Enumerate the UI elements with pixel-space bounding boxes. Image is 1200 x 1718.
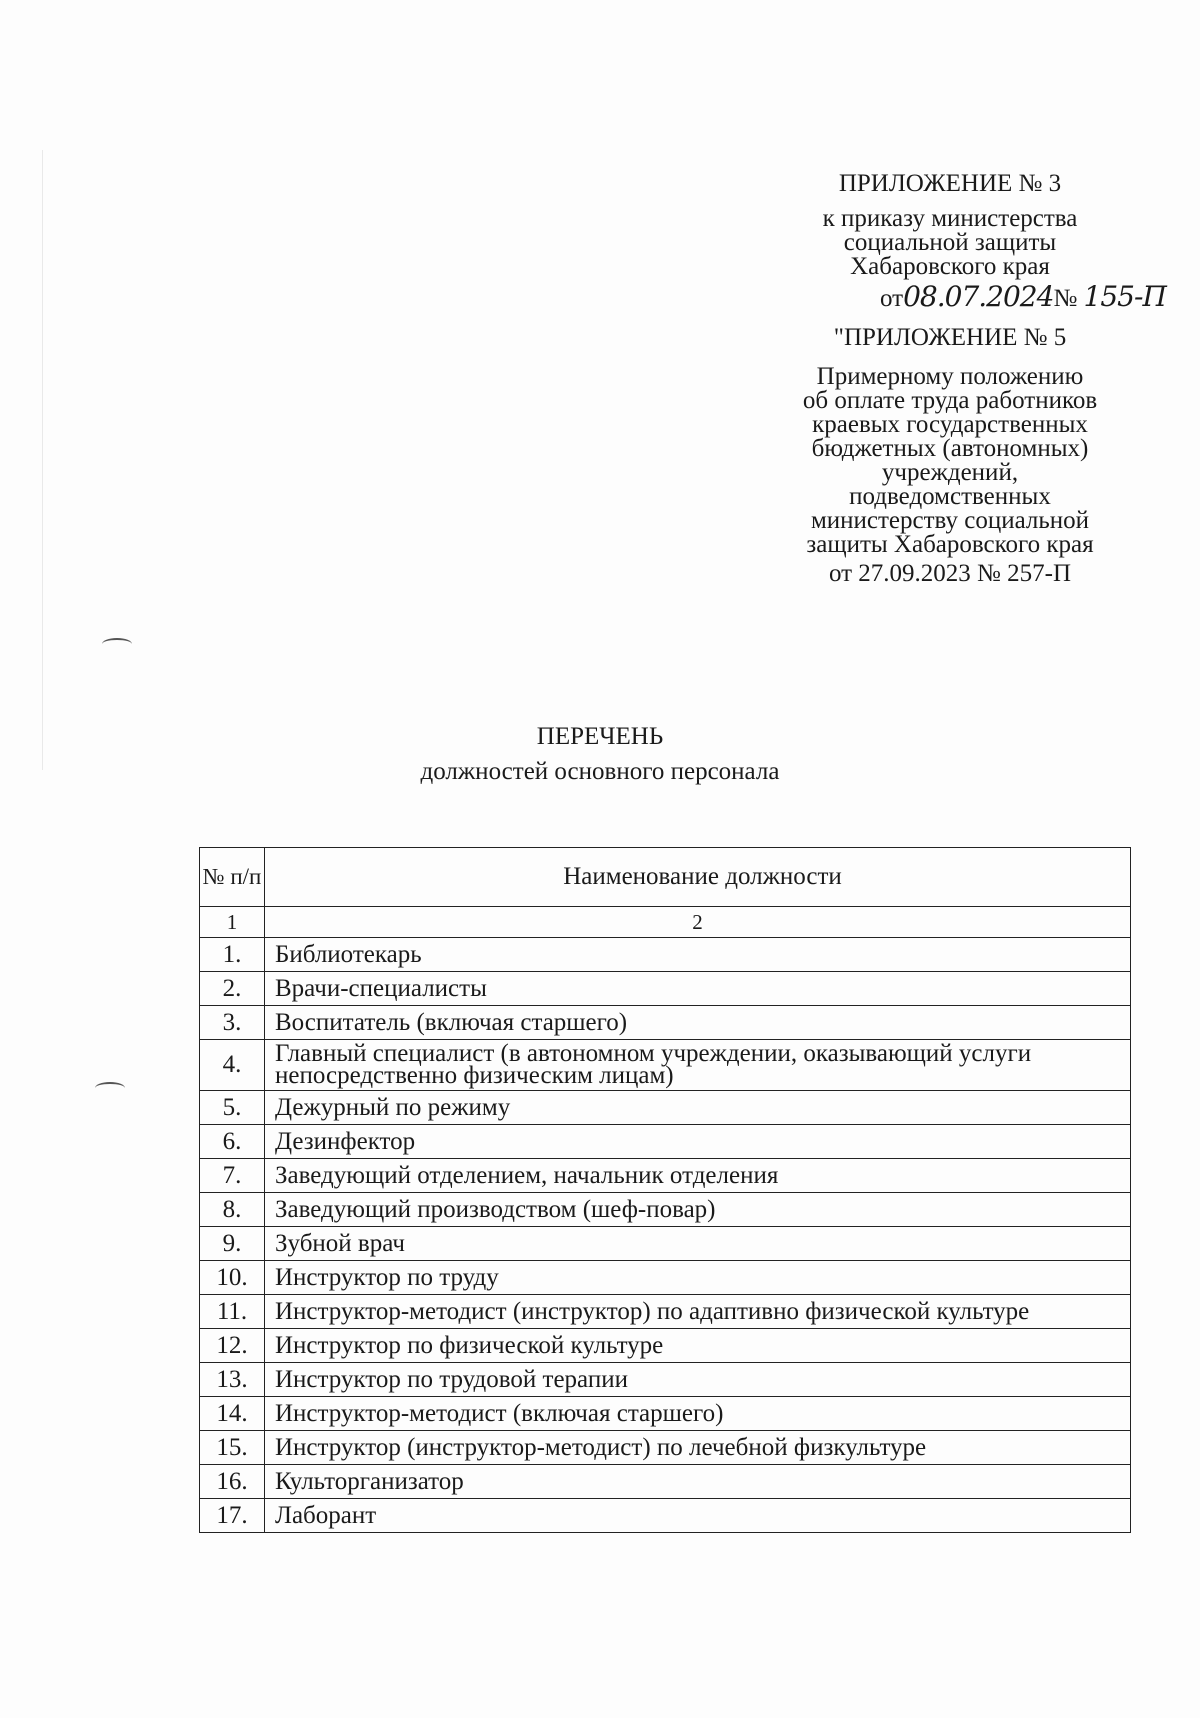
table-row	[200, 1040, 1131, 1091]
order-line: Хабаровского края	[850, 253, 1050, 280]
table-row	[200, 1227, 1131, 1261]
table-row	[200, 1125, 1131, 1159]
regulation-line: Примерному положению	[816, 363, 1084, 390]
scan-artifact-mark	[95, 1082, 125, 1094]
row-position	[265, 938, 1131, 972]
row-number: 10.	[200, 1261, 265, 1295]
table-row	[200, 1295, 1131, 1329]
header-number: № п/п	[200, 848, 265, 907]
order-line: социальной защиты	[843, 229, 1057, 256]
scan-artifact-line	[42, 150, 43, 770]
row-number: 12.	[200, 1329, 265, 1363]
table-header-row	[200, 848, 1131, 907]
regulation-line: подведомственных	[849, 483, 1051, 510]
row-number: 16.	[200, 1465, 265, 1499]
table-row	[200, 1465, 1131, 1499]
regulation-line: об оплате труда работников	[802, 387, 1098, 414]
row-position-text: Главный специалист (в автономном учреждении, оказывающий услуги непосредственно физическим лицам)	[275, 1040, 1032, 1089]
positions-table	[199, 847, 1131, 1533]
row-position	[265, 1091, 1131, 1125]
row-number: 17.	[200, 1499, 265, 1533]
order-line: к приказу министерства	[822, 205, 1078, 232]
table-row	[200, 1193, 1131, 1227]
row-position-text: Заведующий производством (шеф-повар)	[275, 1195, 716, 1223]
row-position	[265, 1125, 1131, 1159]
table-row	[200, 1006, 1131, 1040]
row-position	[265, 972, 1131, 1006]
row-position	[265, 1431, 1131, 1465]
row-position	[265, 1159, 1131, 1193]
order-date-line	[880, 280, 1166, 313]
row-number: 3.	[200, 1006, 265, 1040]
row-number: 11.	[200, 1295, 265, 1329]
scan-artifact-mark	[102, 638, 132, 650]
row-position-text: Дежурный по режиму	[275, 1093, 511, 1121]
regulation-line: бюджетных (автономных)	[811, 435, 1089, 462]
table-row	[200, 1091, 1131, 1125]
column-index-number: 1	[200, 907, 265, 938]
regulation-line: краевых государственных	[812, 411, 1088, 438]
row-position-text: Инструктор по труду	[275, 1263, 499, 1291]
column-index-name: 2	[265, 907, 1131, 938]
row-number: 4.	[200, 1040, 265, 1091]
appendix5-title-text: "ПРИЛОЖЕНИЕ № 5	[833, 324, 1067, 351]
regulation-reference	[780, 365, 1120, 557]
table-row	[200, 972, 1131, 1006]
decree-text: от 27.09.2023 № 257-П	[828, 560, 1072, 587]
table-row	[200, 938, 1131, 972]
row-position-text: Воспитатель (включая старшего)	[275, 1008, 628, 1036]
appendix-title	[780, 172, 1120, 196]
row-position-text: Инструктор по физической культуре	[275, 1331, 664, 1359]
table-row	[200, 1261, 1131, 1295]
row-position-text: Культорганизатор	[275, 1467, 464, 1495]
row-position	[265, 1499, 1131, 1533]
table-row	[200, 1397, 1131, 1431]
row-position-text: Врачи-специалисты	[275, 974, 487, 1002]
row-position-text: Инструктор-методист (включая старшего)	[275, 1399, 724, 1427]
order-reference	[780, 207, 1120, 279]
table-row	[200, 1159, 1131, 1193]
row-number: 14.	[200, 1397, 265, 1431]
row-position-text: Инструктор-методист (инструктор) по адаптивно физической культуре	[275, 1297, 1030, 1325]
row-position-text: Лаборант	[275, 1501, 377, 1529]
handwritten-date: 08.07.2024	[903, 280, 1054, 313]
row-position	[265, 1329, 1131, 1363]
row-number: 5.	[200, 1091, 265, 1125]
handwritten-number: 155-П	[1083, 280, 1166, 313]
row-number: 1.	[200, 938, 265, 972]
table-row	[200, 1329, 1131, 1363]
row-position	[265, 1465, 1131, 1499]
row-position-text: Библиотекарь	[275, 940, 422, 968]
row-number: 8.	[200, 1193, 265, 1227]
appendix-title-text: ПРИЛОЖЕНИЕ № 3	[838, 170, 1062, 197]
row-position	[265, 1227, 1131, 1261]
document-title: ПЕРЕЧЕНЬ	[536, 723, 664, 750]
regulation-line: учреждений,	[881, 459, 1019, 486]
row-number: 2.	[200, 972, 265, 1006]
decree-reference	[780, 562, 1120, 586]
row-position	[265, 1040, 1131, 1091]
row-position	[265, 1363, 1131, 1397]
regulation-line: защиты Хабаровского края	[806, 531, 1094, 558]
regulation-line: министерству социальной	[810, 507, 1090, 534]
row-position-text: Заведующий отделением, начальник отделения	[275, 1161, 779, 1189]
row-position	[265, 1261, 1131, 1295]
row-position	[265, 1295, 1131, 1329]
header-position-name: Наименование должности	[265, 848, 1131, 907]
appendix5-title	[780, 326, 1120, 350]
row-position-text: Зубной врач	[275, 1229, 405, 1257]
row-position-text: Инструктор по трудовой терапии	[275, 1365, 628, 1393]
row-position	[265, 1193, 1131, 1227]
row-number: 15.	[200, 1431, 265, 1465]
document-subtitle: должностей основного персонала	[420, 758, 780, 785]
table-row	[200, 1431, 1131, 1465]
row-number: 13.	[200, 1363, 265, 1397]
row-number: 6.	[200, 1125, 265, 1159]
table-row	[200, 1499, 1131, 1533]
row-number: 7.	[200, 1159, 265, 1193]
order-date-prefix: от	[880, 285, 904, 312]
row-position-text: Дезинфектор	[275, 1127, 416, 1155]
row-position	[265, 1006, 1131, 1040]
row-position	[265, 1397, 1131, 1431]
order-number-prefix: №	[1053, 285, 1078, 312]
row-number: 9.	[200, 1227, 265, 1261]
column-index-row	[200, 907, 1131, 938]
table-row	[200, 1363, 1131, 1397]
row-position-text: Инструктор (инструктор-методист) по лечебной физкультуре	[275, 1433, 927, 1461]
